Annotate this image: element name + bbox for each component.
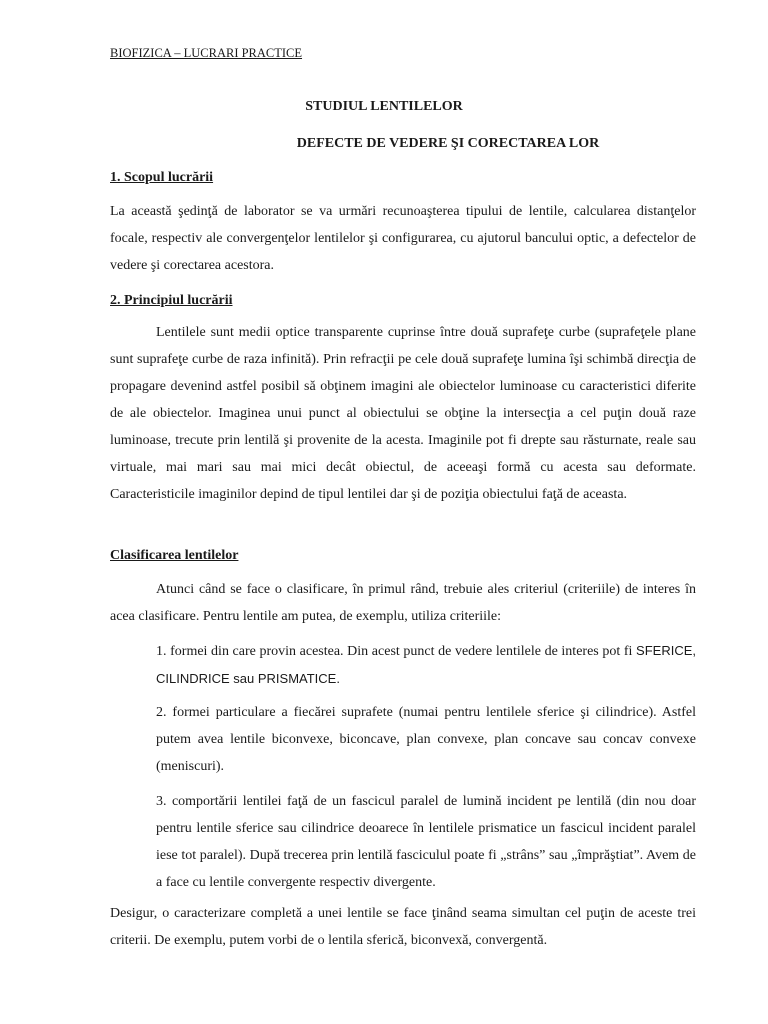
list-item-2: 2. formei particulare a fiecărei suprafete (numai pentru lentilele sferice şi cilindrice). Astfel putem avea lentile biconvexe, biconcave, plan convexe, plan concave sau concav convexe (meniscuri).: [156, 705, 696, 774]
page-header: BIOFIZICA – LUCRARI PRACTICE: [110, 46, 303, 60]
list-item-1-text: 1. formei din care provin acestea. Din acest punct de vedere lentilele de interes pot fi: [156, 644, 637, 659]
list-item-1: [156, 637, 696, 693]
paragraph-scope: La această şedinţă de laborator se va urmări recunoaşterea tipului de lentile, calcularea distanţelor focale, respectiv ale convergenţelor lentilelor şi configurarea, cu ajutorul bancului optic, a defectelor de vedere şi corectarea acestora.: [110, 204, 696, 273]
list-item-1-terms: SFERICE, CILINDRICE sau PRISMATICE.: [156, 643, 696, 686]
document-title: STUDIUL LENTILELOR: [305, 99, 463, 114]
section-heading-principle: 2. Principiul lucrării: [110, 293, 233, 308]
paragraph-principle: Lentilele sunt medii optice transparente cuprinse între două suprafeţe curbe (suprafeţele plane sunt suprafeţe curbe de raza infinită). Prin refracţii pe cele două suprafeţe lumina îşi schimbă direcţia de propagare devenind astfel posibil să obţinem imagini ale obiectelor luminoase cu caracteristici diferite de ale obiectelor. Imaginea unui punct al obiectului se obţine la intersecţia a cel puţin două raze luminoase, trecute prin lentilă şi provenite de la acesta. Imaginile pot fi drepte sau răsturnate, reale sau virtuale, mai mari sau mai mici decât obiectul, de aceeaşi formă cu acesta sau deformate. Caracteristicile imaginilor depind de tipul lentilei dar şi de poziţia obiectului faţă de aceasta.: [110, 325, 696, 502]
list-item-3: 3. comportării lentilei faţă de un fascicul paralel de lumină incident pe lentilă (din nou doar pentru lentile sferice sau cilindrice deoarece în lentilele prismatice un fascicul incident paralel iese tot paralel). După trecerea prin lentilă fasciculul poate fi „strâns” sau „împrăştiat”. Avem de a face cu lentile convergente respectiv divergente.: [156, 794, 696, 890]
section-heading-scope: 1. Scopul lucrării: [110, 170, 214, 185]
section-heading-classification: Clasificarea lentilelor: [110, 548, 239, 563]
paragraph-classification-intro: Atunci când se face o clasificare, în primul rând, trebuie ales criteriul (criteriile) de interes în acea clasificare. Pentru lentile am putea, de exemplu, utiliza criteriile:: [110, 582, 696, 624]
document-subtitle: DEFECTE DE VEDERE ŞI CORECTAREA LOR: [296, 136, 600, 151]
paragraph-conclusion: Desigur, o caracterizare completă a unei lentile se face ţinând seama simultan cel puţin de aceste trei criterii. De exemplu, putem vorbi de o lentila sferică, biconvexă, convergentă.: [110, 906, 696, 948]
